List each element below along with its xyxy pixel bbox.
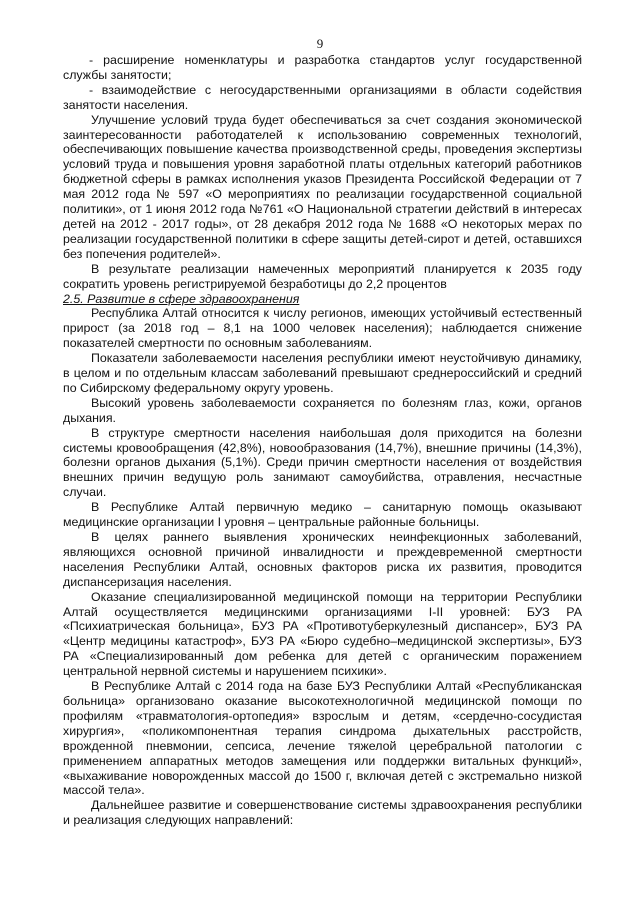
- page-number: 9: [316, 36, 324, 51]
- paragraph-unemployment-target: В результате реализации намеченных мероприятий планируется к 2035 году сократить уровень регистрируемой безработицы до 2,2 процентов: [63, 261, 582, 291]
- document-body: [63, 53, 582, 828]
- list-item: - расширение номенклатуры и разработка стандартов услуг государственной службы занятости;: [63, 53, 582, 82]
- paragraph-working-conditions: Улучшение условий труда будет обеспечиваться за счет создания экономической заинтересованности работодателей к использованию современных технологий, обеспечивающих повышение качества производственной среды, проведения экспертизы условий труда и повышения уровня заработной платы отдельных категорий работников бюджетной сферы в рамках исполнения указов Президента Российской Федерации от 7 мая 2012 года № 597 «О мероприятиях по реализации государственной социальной политики», от 1 июня 2012 года №761 «О Национальной стратегии действий в интересах детей на 2012 - 2017 годы», от 28 декабря 2012 года № 1688 «О некоторых мерах по реализации государственной политики в сфере защиты детей-сирот и детей, оставшихся без попечения родителей».: [63, 112, 582, 261]
- list-item: - взаимодействие с негосударственными организациями в области содействия занятости населения.: [63, 82, 582, 112]
- paragraph: Республика Алтай относится к числу регионов, имеющих устойчивый естественный прирост (за 2018 год – 8,1 на 1000 человек населения); наблюдается снижение показателей смертности по основным заболеваниям.: [63, 306, 582, 351]
- paragraph: Показатели заболеваемости населения республики имеют неустойчивую динамику, в целом и по отдельным классам заболеваний превышают среднероссийский и средний по Сибирскому федеральному округу уровень.: [63, 351, 582, 395]
- paragraph: Высокий уровень заболеваемости сохраняется по болезням глаз, кожи, органов дыхания.: [63, 395, 582, 425]
- paragraph: В структуре смертности населения наибольшая доля приходится на болезни системы кровообращения (42,8%), новообразования (14,7%), внешние причины (14,3%), болезни органов дыхания (5,1%). Среди причин смертности населения от воздействия внешних причин ведущую роль занимают самоубийства, отравления, несчастные случаи.: [63, 425, 582, 500]
- paragraph: Дальнейшее развитие и совершенствование системы здравоохранения республики и реализация следующих направлений:: [63, 798, 582, 828]
- paragraph: В Республике Алтай с 2014 года на базе БУЗ Республики Алтай «Республиканская больница» организовано оказание высокотехнологичной медицинской помощи по профилям «травматология-ортопедия» взрослым и детям, «сердечно-сосудистая хирургия», «поликомпонентная терапия синдрома дыхательных расстройств, врожденной пневмонии, сепсиса, лечение тяжелой церебральной патологии с применением аппаратных методов замещения или поддержки витальных функций», «выхаживание новорожденных массой до 1500 г, включая детей с экстремально низкой массой тела».: [63, 679, 582, 798]
- paragraph: В целях раннего выявления хронических неинфекционных заболеваний, являющихся основной причиной инвалидности и преждевременной смертности населения Республики Алтай, основных факторов риска их развития, проводится диспансеризация населения.: [63, 530, 582, 589]
- section-heading: 2.5. Развитие в сфере здравоохранения: [63, 291, 300, 306]
- paragraph: В Республике Алтай первичную медико – санитарную помощь оказывают медицинские организации I уровня – центральные районные больницы.: [63, 500, 582, 530]
- paragraph: Оказание специализированной медицинской помощи на территории Республики Алтай осуществляется медицинскими организациями I-II уровней: БУЗ РА «Психиатрическая больница», БУЗ РА «Противотуберкулезный диспансер», БУЗ РА «Центр медицины катастроф», БУЗ РА «Бюро судебно–медицинской экспертизы», БУЗ РА «Специализированный дом ребенка для детей с органическим поражением центральной нервной системы и нарушением психики».: [63, 589, 582, 679]
